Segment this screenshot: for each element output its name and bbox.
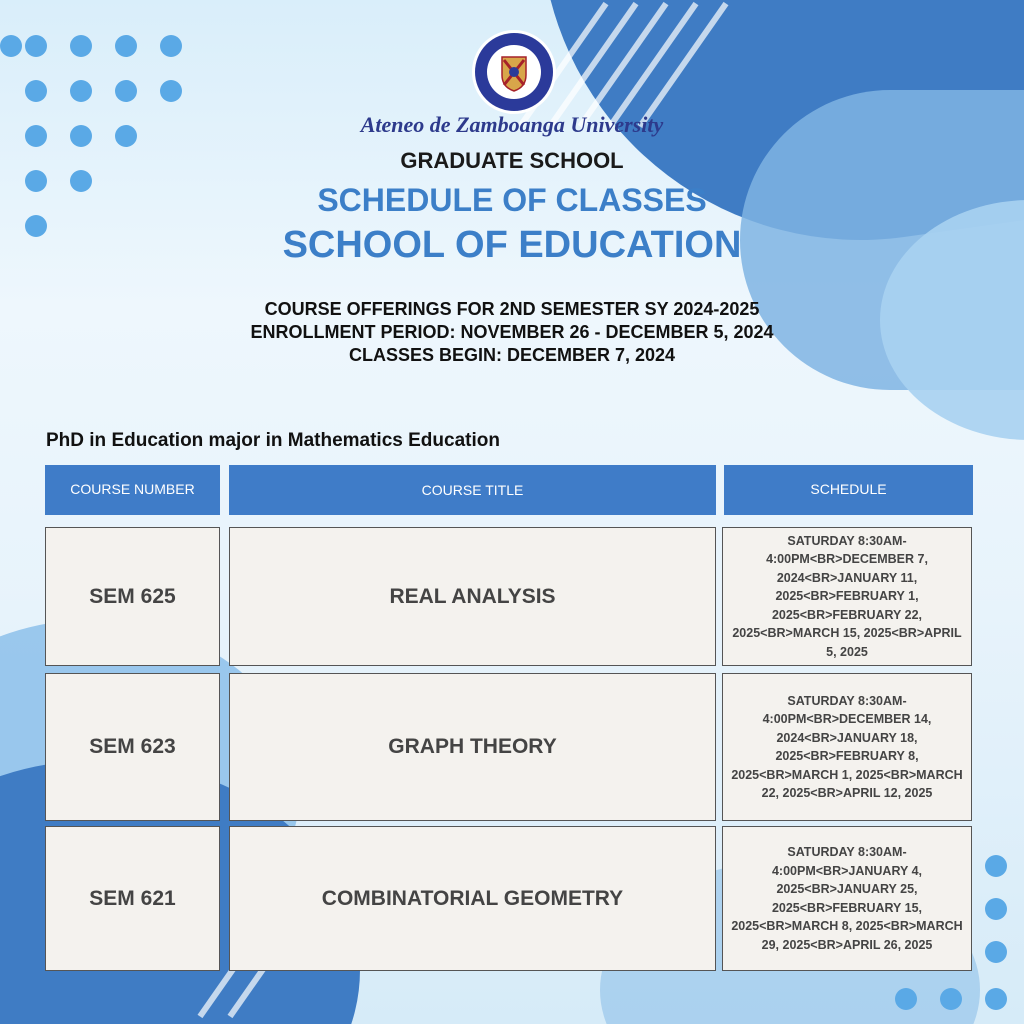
schedule-cell: SATURDAY 8:30AM-4:00PM<BR>DECEMBER 14, 2024<BR>JANUARY 18, 2025<BR>FEBRUARY 8, 2025<BR>MARCH 1, 2025<BR>MARCH 22, 2025<BR>APRIL 12, 2025 [722,673,972,821]
schedule-cell: SATURDAY 8:30AM-4:00PM<BR>JANUARY 4, 2025<BR>JANUARY 25, 2025<BR>FEBRUARY 15, 2025<BR>MARCH 8, 2025<BR>MARCH 29, 2025<BR>APRIL 26, 2025 [722,826,972,971]
semester-info [0,298,1024,367]
graduate-school-heading: GRADUATE SCHOOL [400,148,624,173]
program-title: PhD in Education major in Mathematics Education [46,430,500,451]
university-name: Ateneo de Zamboanga University [360,112,664,137]
course-number-cell: SEM 625 [45,527,220,666]
course-title-cell: REAL ANALYSIS [229,527,716,666]
column-header-course-title: COURSE TITLE [229,465,716,515]
university-seal-icon [472,30,556,114]
column-header-course-number: COURSE NUMBER [45,465,220,515]
schedule-title: SCHEDULE OF CLASSES [317,182,707,218]
course-number-cell: SEM 621 [45,826,220,971]
course-title-cell: COMBINATORIAL GEOMETRY [229,826,716,971]
schedule-cell: SATURDAY 8:30AM-4:00PM<BR>DECEMBER 7, 2024<BR>JANUARY 11, 2025<BR>FEBRUARY 1, 2025<BR>FEBRUARY 22, 2025<BR>MARCH 15, 2025<BR>APRIL 5, 2025 [722,527,972,666]
classes-begin-line: CLASSES BEGIN: DECEMBER 7, 2024 [348,345,676,365]
course-offerings-line: COURSE OFFERINGS FOR 2ND SEMESTER SY 2024-2025 [264,299,760,319]
column-header-schedule: SCHEDULE [724,465,973,515]
course-number-cell: SEM 623 [45,673,220,821]
enrollment-period-line: ENROLLMENT PERIOD: NOVEMBER 26 - DECEMBER 5, 2024 [250,322,774,342]
school-title: SCHOOL OF EDUCATION [282,224,742,266]
course-title-cell: GRAPH THEORY [229,673,716,821]
